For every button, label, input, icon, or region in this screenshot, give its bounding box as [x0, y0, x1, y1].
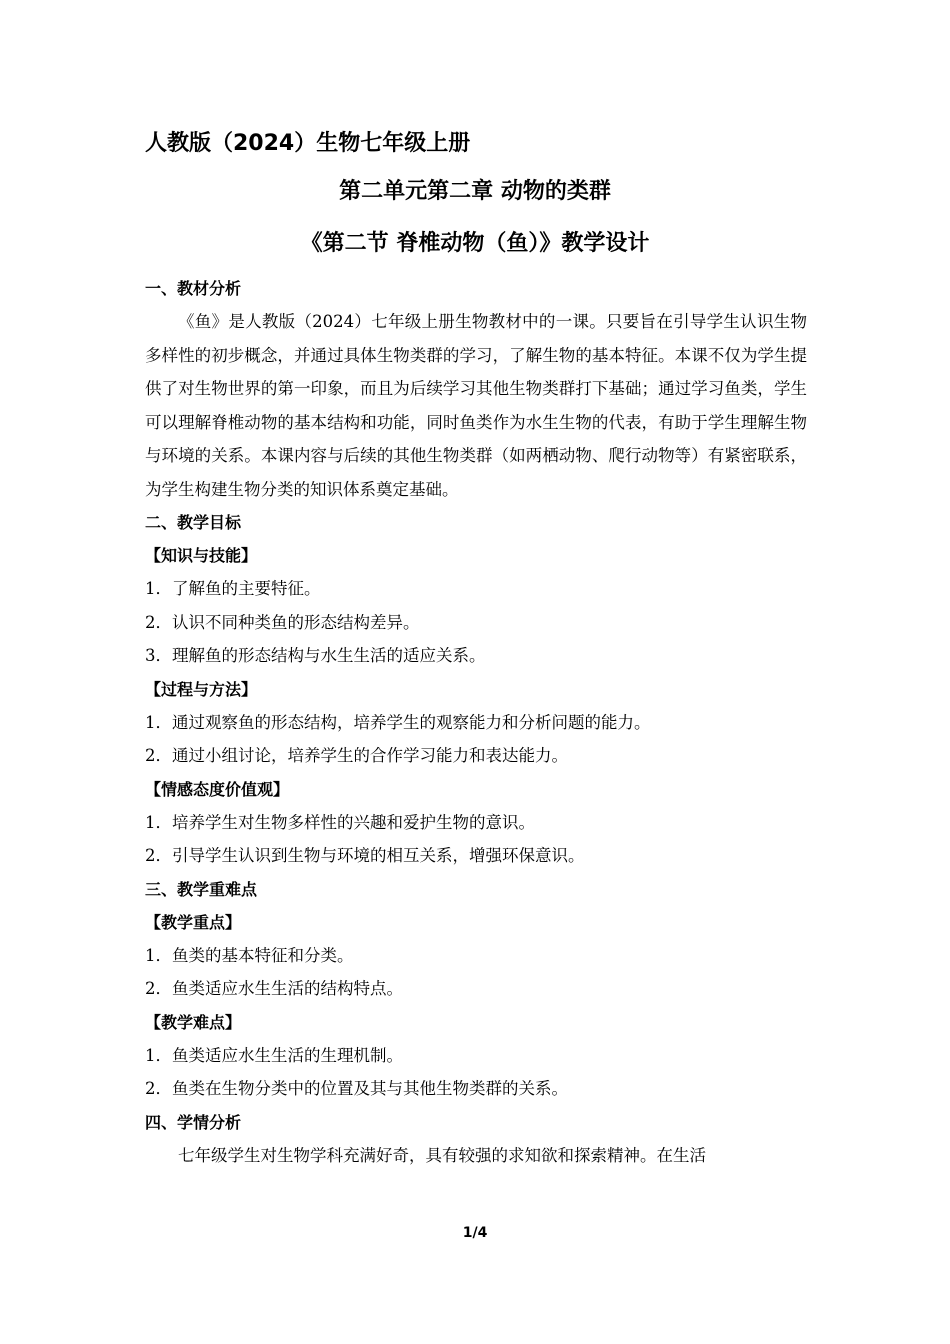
- list-item: 2．鱼类适应水生生活的结构特点。: [145, 979, 403, 998]
- current-page: 1: [462, 1225, 473, 1241]
- list-item: 2．引导学生认识到生物与环境的相互关系，增强环保意识。: [145, 846, 585, 865]
- paragraph: 七年级学生对生物学科充满好奇，具有较强的求知欲和探索精神。在生活: [178, 1145, 706, 1165]
- list-item: 1．鱼类适应水生生活的生理机制。: [145, 1045, 403, 1065]
- section-heading: 四、学情分析: [145, 1112, 242, 1132]
- page-number: [0, 1225, 950, 1241]
- subsection-heading: 【知识与技能】: [145, 546, 258, 565]
- list-item: 2．通过小组讨论，培养学生的合作学习能力和表达能力。: [145, 746, 568, 765]
- page-separator: /: [472, 1225, 478, 1241]
- paragraph: 《鱼》是人教版（2024）七年级上册生物教材中的一课。只要旨在引导学生认识生物多样性的初步概念，并通过具体生物类群的学习，了解生物的基本特征。本课不仅为学生提供了对生物世界的第一印象，而且为后续学习其他生物类群打下基础；通过学习鱼类，学生可以理解脊椎动物的基本结构和功能，同时鱼类作为水生生物的代表，有助于学生理解生物与环境的关系。本课内容与后续的其他生物类群（如两栖动物、爬行动物等）有紧密联系，为学生构建生物分类的知识体系奠定基础。: [145, 312, 807, 499]
- list-item: 1．了解鱼的主要特征。: [145, 579, 321, 598]
- subsection-heading: 【教学重点】: [145, 912, 242, 932]
- subsection-heading: 【过程与方法】: [145, 679, 258, 699]
- list-item: 3．理解鱼的形态结构与水生生活的适应关系。: [145, 646, 486, 665]
- lesson-title: 《第二节 脊椎动物（鱼）》教学设计: [300, 231, 650, 256]
- list-item: 1．鱼类的基本特征和分类。: [145, 945, 354, 965]
- section-heading: 三、教学重难点: [145, 879, 258, 899]
- document-title: 人教版（2024）生物七年级上册: [145, 131, 471, 156]
- subsection-heading: 【情感态度价值观】: [145, 779, 290, 799]
- list-item: 2．认识不同种类鱼的形态结构差异。: [145, 612, 420, 632]
- subsection-heading: 【教学难点】: [145, 1012, 242, 1032]
- section-heading: 二、教学目标: [145, 513, 242, 532]
- unit-title: 第二单元第二章 动物的类群: [339, 179, 611, 204]
- list-item: 1．通过观察鱼的形态结构，培养学生的观察能力和分析问题的能力。: [145, 712, 651, 732]
- document-body: [145, 272, 807, 1172]
- section-heading: 一、教材分析: [145, 279, 242, 298]
- total-pages: 4: [477, 1225, 488, 1241]
- list-item: 2．鱼类在生物分类中的位置及其与其他生物类群的关系。: [145, 1079, 568, 1098]
- list-item: 1．培养学生对生物多样性的兴趣和爱护生物的意识。: [145, 812, 535, 832]
